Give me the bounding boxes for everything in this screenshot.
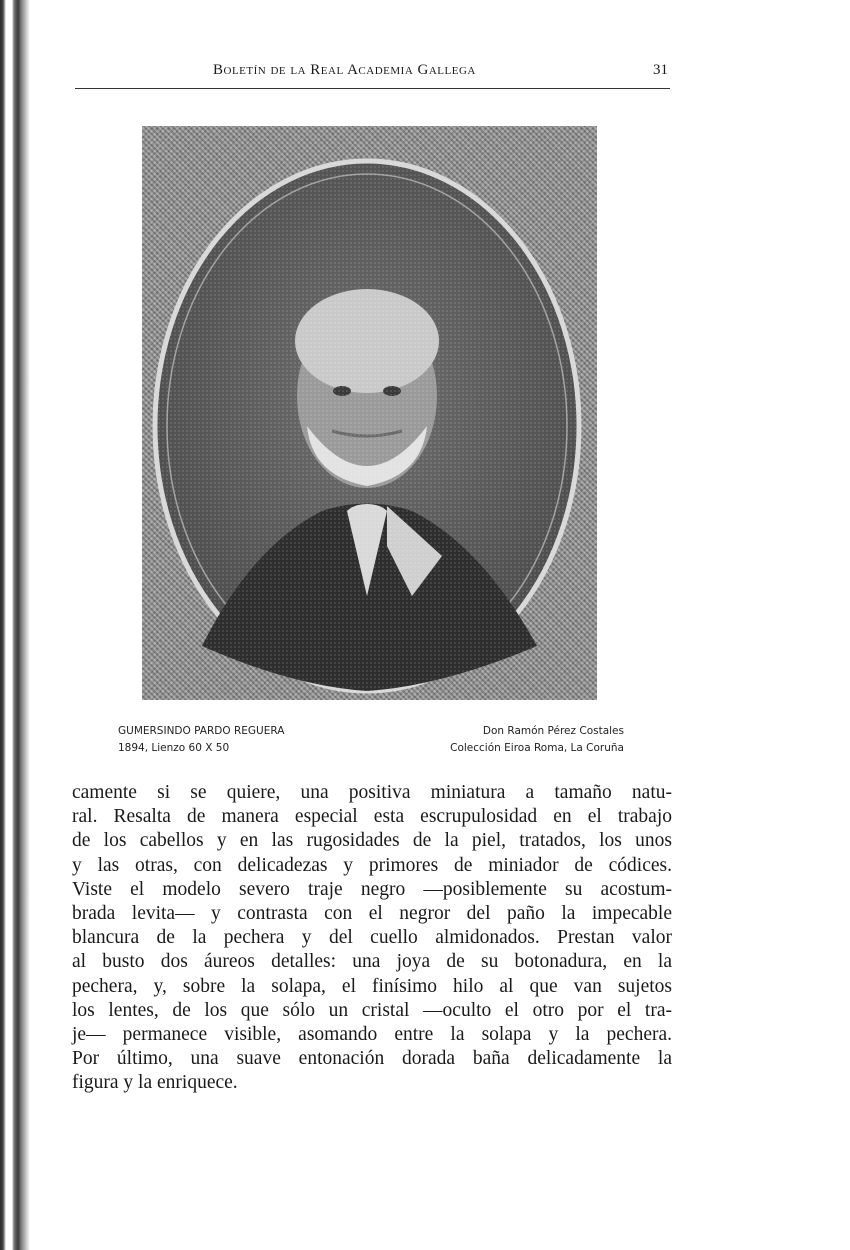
running-title: Boletín de la Real Academia Gallega (213, 62, 476, 78)
text-line: los lentes, de los que sólo un cristal —oculto el otro por el tra- (72, 999, 672, 1021)
caption-collection: Colección Eiroa Roma, La Coruña (450, 742, 624, 754)
text-line: figura y la enriquece. (72, 1072, 238, 1094)
caption-artist-name: GUMERSINDO PARDO REGUERA (118, 725, 285, 737)
caption-artwork-details: 1894, Lienzo 60 X 50 (118, 742, 230, 754)
text-line: de los cabellos y en las rugosidades de la piel, tratados, los unos (72, 830, 672, 852)
oval-portrait-icon (142, 126, 597, 700)
text-line: je— permanece visible, asomando entre la solapa y la pechera. (72, 1024, 672, 1046)
text-line: camente si se quiere, una positiva miniatura a tamaño natu- (72, 782, 672, 803)
text-line: Viste el modelo severo traje negro —posiblemente su acostum- (72, 878, 672, 900)
caption-subject (412, 723, 624, 757)
text-line: al busto dos áureos detalles: una joya de su botonadura, en la (72, 951, 672, 973)
text-line: pechera, y, sobre la solapa, el finísimo hilo al que van sujetos (72, 975, 672, 997)
caption-sitter-name: Don Ramón Pérez Costales (482, 725, 624, 737)
text-line: Por último, una suave entonación dorada baña delicadamente la (72, 1048, 672, 1070)
portrait-image (142, 126, 597, 700)
caption-artist (118, 723, 284, 757)
text-line: ral. Resalta de manera especial esta escrupulosidad en el trabajo (72, 806, 672, 828)
book-spine-edge (0, 0, 30, 1250)
running-header (75, 58, 670, 89)
text-line: y las otras, con delicadezas y primores de miniador de códices. (72, 854, 672, 876)
text-line: blancura de la pechera y del cuello almidonados. Prestan valor (72, 927, 672, 949)
text-line: brada levita— y contrasta con el negror del paño la impecable (72, 903, 672, 925)
body-paragraph (72, 781, 672, 1096)
page-number: 31 (653, 62, 668, 78)
